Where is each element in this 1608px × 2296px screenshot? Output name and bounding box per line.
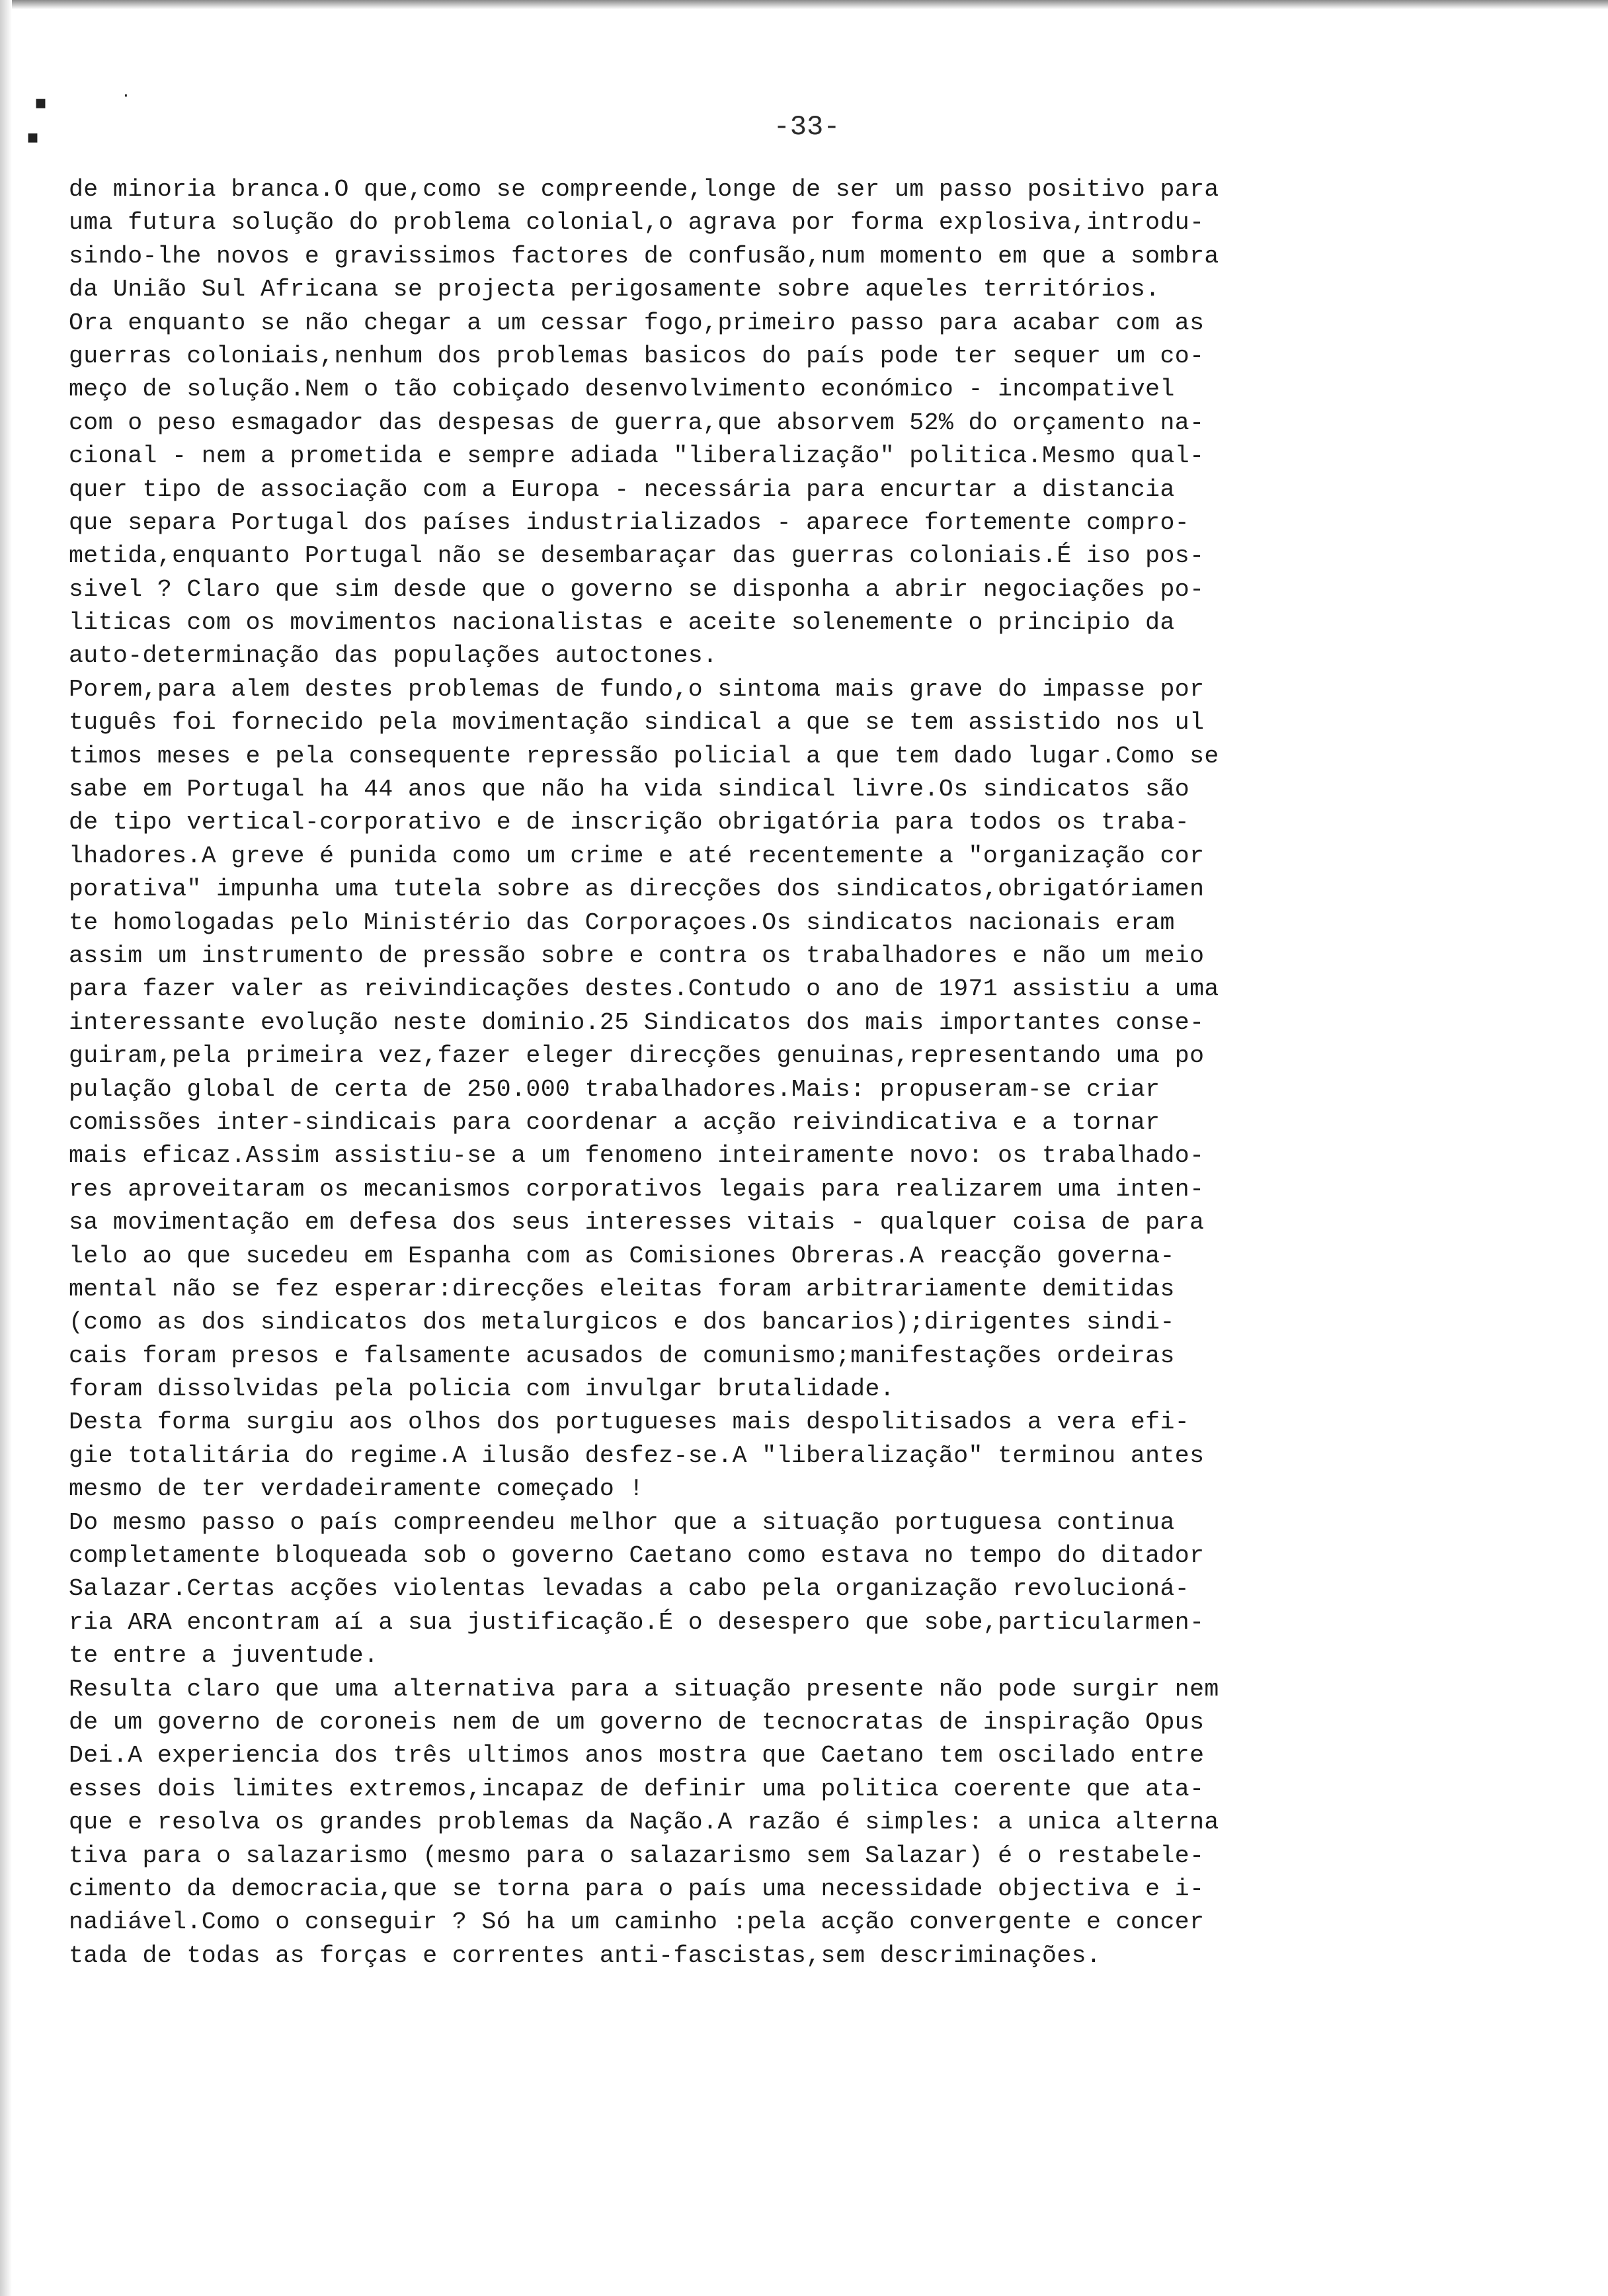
text-line: nadiável.Como o conseguir ? Só ha um caminho :pela acção convergente e concer xyxy=(69,1908,1205,1936)
text-line: sa movimentação em defesa dos seus interesses vitais - qualquer coisa de para xyxy=(69,1209,1205,1237)
text-line: interessante evolução neste dominio.25 Sindicatos dos mais importantes conse- xyxy=(69,1008,1205,1036)
text-line: te homologadas pelo Ministério das Corporaçoes.Os sindicatos nacionais eram xyxy=(69,909,1175,936)
text-line: comissões inter-sindicais para coordenar a acção reivindicativa e a tornar xyxy=(69,1108,1160,1136)
text-line: cional - nem a prometida e sempre adiada "liberalização" politica.Mesmo qual- xyxy=(69,442,1205,470)
text-line: Desta forma surgiu aos olhos dos portugueses mais despolitisados a vera efi- xyxy=(69,1409,1190,1436)
text-line: lhadores.A greve é punida como um crime e até recentemente a "organização cor xyxy=(69,842,1205,870)
text-line: gie totalitária do regime.A ilusão desfez-se.A "liberalização" terminou antes xyxy=(69,1442,1205,1469)
scan-speck: ▪ xyxy=(34,91,47,113)
text-line: metida,enquanto Portugal não se desembaraçar das guerras coloniais.É iso pos- xyxy=(69,542,1205,570)
text-line: guiram,pela primeira vez,fazer eleger direcções genuinas,representando uma po xyxy=(69,1042,1205,1070)
text-line: que separa Portugal dos países industrializados - aparece fortemente compro- xyxy=(69,509,1190,536)
text-line: da União Sul Africana se projecta perigosamente sobre aqueles territórios. xyxy=(69,276,1160,304)
text-line: mais eficaz.Assim assistiu-se a um fenomeno inteiramente novo: os trabalhado- xyxy=(69,1142,1205,1170)
text-line: tuguês foi fornecido pela movimentação sindical a que se tem assistido nos ul xyxy=(69,709,1205,737)
text-line: de minoria branca.O que,como se compreende,longe de ser um passo positivo para xyxy=(69,176,1219,203)
text-line: Ora enquanto se não chegar a um cessar fogo,primeiro passo para acabar com as xyxy=(69,309,1205,337)
text-line: que e resolva os grandes problemas da Nação.A razão é simples: a unica alterna xyxy=(69,1809,1219,1836)
text-line: Porem,para alem destes problemas de fundo,o sintoma mais grave do impasse por xyxy=(69,675,1205,703)
text-line: completamente bloqueada sob o governo Caetano como estava no tempo do ditador xyxy=(69,1542,1205,1570)
text-line: lelo ao que sucedeu em Espanha com as Comisiones Obreras.A reacção governa- xyxy=(69,1242,1175,1270)
page-number: -33- xyxy=(773,111,840,143)
text-line: de tipo vertical-corporativo e de inscrição obrigatória para todos os traba- xyxy=(69,809,1190,837)
text-line: timos meses e pela consequente repressão policial a que tem dado lugar.Como se xyxy=(69,742,1219,770)
text-line: sivel ? Claro que sim desde que o governo se disponha a abrir negociações po- xyxy=(69,575,1205,603)
text-line: mesmo de ter verdadeiramente começado ! xyxy=(69,1475,644,1503)
text-line: quer tipo de associação com a Europa - necessária para encurtar a distancia xyxy=(69,475,1175,503)
text-line: liticas com os movimentos nacionalistas e aceite solenemente o principio da xyxy=(69,609,1175,637)
text-line: com o peso esmagador das despesas de guerra,que absorvem 52% do orçamento na- xyxy=(69,409,1205,436)
body-text xyxy=(69,173,1543,1973)
text-line: Dei.A experiencia dos três ultimos anos mostra que Caetano tem oscilado entre xyxy=(69,1742,1205,1770)
text-line: para fazer valer as reivindicações destes.Contudo o ano de 1971 assistiu a uma xyxy=(69,975,1219,1003)
text-line: uma futura solução do problema colonial,o agrava por forma explosiva,introdu- xyxy=(69,209,1205,237)
text-line: pulação global de certa de 250.000 trabalhadores.Mais: propuseram-se criar xyxy=(69,1075,1160,1103)
text-line: cimento da democracia,que se torna para o país uma necessidade objectiva e i- xyxy=(69,1875,1205,1903)
scan-left-edge xyxy=(0,0,12,2296)
text-line: esses dois limites extremos,incapaz de definir uma politica coerente que ata- xyxy=(69,1775,1205,1803)
text-line: assim um instrumento de pressão sobre e contra os trabalhadores e não um meio xyxy=(69,942,1205,969)
text-line: Resulta claro que uma alternativa para a situação presente não pode surgir nem xyxy=(69,1675,1219,1703)
text-line: porativa" impunha uma tutela sobre as direcções dos sindicatos,obrigatóriamen xyxy=(69,876,1205,903)
text-line: Do mesmo passo o país compreendeu melhor que a situação portuguesa continua xyxy=(69,1508,1175,1536)
text-line: sabe em Portugal ha 44 anos que não ha vida sindical livre.Os sindicatos são xyxy=(69,776,1190,803)
text-line: mental não se fez esperar:direcções eleitas foram arbitrariamente demitidas xyxy=(69,1275,1175,1303)
text-line: tiva para o salazarismo (mesmo para o salazarismo sem Salazar) é o restabele- xyxy=(69,1842,1205,1869)
scan-speck: · xyxy=(123,85,129,106)
text-line: Salazar.Certas acções violentas levadas a cabo pela organização revolucioná- xyxy=(69,1575,1190,1603)
text-line: meço de solução.Nem o tão cobiçado desenvolvimento económico - incompativel xyxy=(69,376,1175,403)
text-line: ria ARA encontram aí a sua justificação.É o desespero que sobe,particularmen- xyxy=(69,1608,1205,1636)
text-line: cais foram presos e falsamente acusados de comunismo;manifestações ordeiras xyxy=(69,1342,1175,1370)
scan-speck: ▪ xyxy=(26,126,39,147)
scan-top-edge xyxy=(0,0,1608,9)
text-line: (como as dos sindicatos dos metalurgicos e dos bancarios);dirigentes sindi- xyxy=(69,1309,1175,1336)
text-line: tada de todas as forças e correntes anti-fascistas,sem descriminações. xyxy=(69,1942,1102,1969)
text-line: auto-determinação das populações autoctones. xyxy=(69,642,718,670)
text-line: res aproveitaram os mecanismos corporativos legais para realizarem uma inten- xyxy=(69,1175,1205,1203)
text-line: sindo-lhe novos e gravissimos factores de confusão,num momento em que a sombra xyxy=(69,242,1219,270)
text-line: guerras coloniais,nenhum dos problemas basicos do país pode ter sequer um co- xyxy=(69,342,1205,370)
text-line: foram dissolvidas pela policia com invulgar brutalidade. xyxy=(69,1375,895,1403)
text-line: de um governo de coroneis nem de um governo de tecnocratas de inspiração Opus xyxy=(69,1708,1205,1736)
text-line: te entre a juventude. xyxy=(69,1642,379,1670)
